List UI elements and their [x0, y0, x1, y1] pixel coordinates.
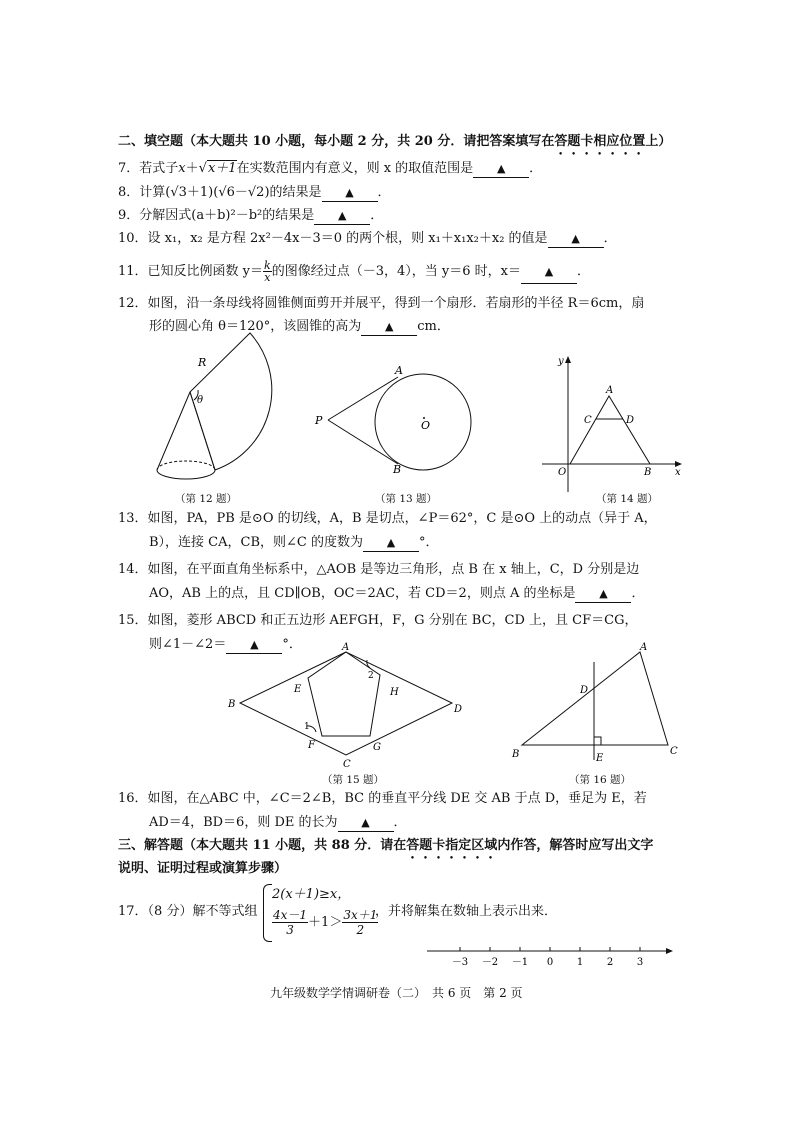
caption-fig-15: （第 15 题）	[322, 774, 385, 786]
question-17-prefix: 17．（8 分）解不等式组	[118, 904, 258, 919]
system-brace	[263, 884, 272, 942]
answer-blank-9: ▲	[314, 208, 370, 225]
number-line-tick-label: －2	[481, 957, 499, 968]
svg-text:P: P	[315, 414, 323, 427]
svg-text:B: B	[393, 463, 402, 476]
svg-text:A: A	[342, 642, 350, 653]
question-16-line2: AD＝4，BD＝6，则 DE 的长为 ▲ ．	[149, 815, 407, 830]
figures-15-16	[220, 640, 690, 775]
caption-fig-12: （第 12 题）	[175, 493, 238, 505]
figure-16	[511, 642, 678, 764]
question-14-line2: AO，AB 上的点，且 CD∥OB，OC＝2AC，若 CD＝2，则点 A 的坐标是 ▲ ．	[149, 586, 645, 601]
number-line	[425, 944, 675, 970]
question-8: 8．计算(√3＋1)(√6－√2)的结果是 ▲ ．	[118, 185, 391, 200]
svg-text:O: O	[421, 419, 431, 432]
number-line-tick-label: －3	[451, 957, 469, 968]
answer-blank-15: ▲	[226, 637, 282, 654]
svg-text:D: D	[580, 685, 589, 696]
svg-text:C: C	[584, 415, 592, 426]
svg-text:C: C	[343, 759, 351, 770]
svg-text:2: 2	[368, 671, 374, 681]
answer-blank-14: ▲	[575, 586, 631, 603]
question-7: 7．若式子x＋√x＋1在实数范围内有意义，则 x 的取值范围是 ▲ ．	[118, 161, 543, 176]
caption-fig-16: （第 16 题）	[569, 774, 632, 786]
question-11: 11．已知反比例函数 y＝ $\frac{k}{x}$ 的图像经过点（－3，4），当 y＝6 时，x＝ ▲ ．	[118, 259, 590, 284]
answer-blank-7: ▲	[473, 161, 529, 178]
svg-text:H: H	[390, 687, 399, 698]
question-14-line1: 14．如图，在平面直角坐标系中，△AOB 是等边三角形，点 B 在 x 轴上，C，D 分别是边	[118, 562, 640, 577]
number-line-tick-label: 2	[606, 957, 614, 968]
page-footer: 九年级数学学情调研卷（二） 共 6 页 第 2 页	[270, 986, 523, 1000]
svg-text:B: B	[228, 699, 236, 710]
number-line-tick-label: －1	[511, 957, 529, 968]
answer-blank-16: ▲	[338, 815, 394, 832]
figures-12-14	[140, 330, 700, 505]
svg-text:x: x	[675, 467, 681, 478]
number-line-tick-label: 0	[546, 957, 554, 968]
svg-text:R: R	[198, 356, 207, 369]
svg-text:E: E	[596, 753, 604, 764]
question-12-line1: 12．如图，沿一条母线将圆锥侧面剪开并展平，得到一个扇形．若扇形的半径 R＝6cm，扇	[118, 296, 645, 311]
svg-text:1: 1	[304, 722, 310, 732]
question-9: 9．分解因式(a＋b)²－b²的结果是 ▲ ．	[118, 208, 384, 223]
section3-title-line2: 说明、证明过程或演算步骤）	[118, 861, 288, 876]
question-16-line1: 16．如图，在△ABC 中，∠C＝2∠B，BC 的垂直平分线 DE 交 AB 于点 D，垂足为 E，若	[118, 791, 647, 806]
section3-title: 三、解答题（本大题共 11 小题，共 88 分．请在答题卡指定区域内作答，解答时应写出文字	[118, 838, 654, 853]
answer-blank-12: ▲	[361, 319, 417, 336]
svg-text:B: B	[512, 749, 520, 760]
question-15-line2: 则∠1－∠2＝ ▲ °．	[149, 637, 302, 652]
figure-12	[157, 333, 272, 479]
svg-text:F: F	[308, 740, 315, 751]
svg-text:E: E	[294, 684, 302, 695]
inequality-1: 2(x＋1)≥x，	[272, 887, 351, 902]
svg-text:A: A	[640, 642, 648, 653]
svg-text:A: A	[606, 385, 614, 396]
number-line-tick-label: 1	[576, 957, 584, 968]
inequality-2: $\frac{4x-1}{3}$ ＋1＞ $\frac{3x+1}{2}$	[273, 908, 378, 937]
svg-text:A: A	[395, 364, 403, 377]
svg-text:B: B	[644, 467, 652, 478]
caption-fig-13: （第 13 题）	[375, 493, 438, 505]
question-17-suffix: ，并将解集在数轴上表示出来．	[375, 904, 558, 919]
svg-text:D: D	[626, 415, 635, 426]
svg-text:G: G	[373, 742, 381, 753]
answer-blank-11: ▲	[521, 261, 577, 284]
answer-blank-13: ▲	[363, 535, 419, 552]
figure-14	[542, 356, 682, 492]
section2-title: 二、填空题（本大题共 10 小题，每小题 2 分，共 20 分．请把答案填写在答题卡相应位置上）	[118, 134, 672, 149]
question-12-line2: 形的圆心角 θ＝120°，该圆锥的高为 ▲ cm．	[149, 319, 450, 334]
question-15-line1: 15．如图，菱形 ABCD 和正五边形 AEFGH，F，G 分别在 BC，CD 上，且 CF＝CG，	[118, 613, 638, 628]
answer-blank-8: ▲	[322, 185, 378, 202]
question-13-line2: B），连接 CA，CB，则∠C 的度数为 ▲ °．	[149, 535, 439, 550]
svg-text:O: O	[558, 467, 567, 478]
answer-blank-10: ▲	[548, 231, 604, 248]
question-10: 10．设 x₁，x₂ 是方程 2x²－4x－3＝0 的两个根，则 x₁＋x₁x₂＋x₂ 的值是 ▲ ．	[118, 231, 617, 246]
svg-text:C: C	[670, 746, 678, 757]
number-line-tick-label: 3	[636, 957, 644, 968]
question-13-line1: 13．如图，PA，PB 是⊙O 的切线，A，B 是切点，∠P＝62°，C 是⊙O 上的动点（异于 A，	[118, 511, 657, 526]
figure-15	[227, 642, 462, 770]
svg-text:θ: θ	[197, 395, 204, 406]
svg-text:y: y	[558, 356, 564, 367]
caption-fig-14: （第 14 题）	[596, 493, 659, 505]
figure-13	[314, 364, 471, 476]
svg-text:D: D	[454, 704, 463, 715]
